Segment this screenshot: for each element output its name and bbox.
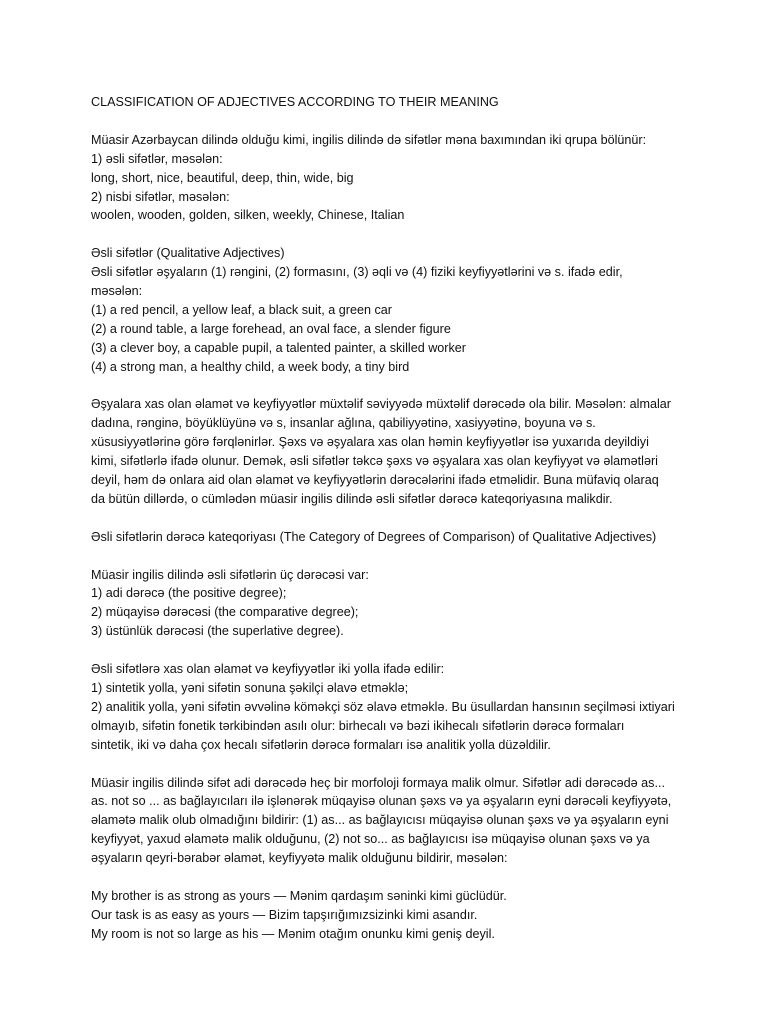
spacer bbox=[91, 377, 691, 396]
text-line: əlamətə malik olub olmadığını bildirir: (1) as... as bağlayıcısı müqayisə olunan şəxs və ya əşyaların eyni bbox=[91, 813, 669, 828]
spacer bbox=[91, 509, 691, 528]
text-line: sintetik, iki və daha çox hecalı sifətlərin dərəcə formaları isə analitik yolla düzəldilir. bbox=[91, 737, 551, 752]
qualitative-section bbox=[91, 244, 691, 376]
examples-block bbox=[91, 887, 691, 944]
list-item: 1) sintetik yolla, yəni sifətin sonuna şəkilçi əlavə etməklə; bbox=[91, 681, 409, 695]
category-heading: Əsli sifətlərin dərəcə kateqoriyası (The Category of Degrees of Comparison) of Qualitative Adjectives) bbox=[91, 529, 657, 544]
text-line: long, short, nice, beautiful, deep, thin, wide, big bbox=[91, 170, 354, 185]
spacer bbox=[91, 755, 691, 774]
example-sentence: Our task is as easy as yours — Bizim tapşırığımızsizinki kimi asandır. bbox=[91, 907, 478, 922]
list-item: 3) üstünlük dərəcəsi (the superlative degree). bbox=[91, 624, 344, 639]
asas-paragraph bbox=[91, 774, 691, 869]
text-line: Müasir ingilis dilində sifət adi dərəcədə heç bir morfoloji formaya malik olmur. Sifətlər adi dərəcədə as... bbox=[91, 775, 665, 790]
text-line: Əsli sifətlərə xas olan əlamət və keyfiyyətlər iki yolla ifadə edilir: bbox=[91, 662, 445, 677]
text-line: da bütün dillərdə, o cümlədən müasir ingilis dilində əsli sifətlər dərəcə kateqoriyasına malikdir. bbox=[91, 491, 613, 506]
spacer bbox=[91, 225, 691, 244]
text-line: 2) nisbi sifətlər, məsələn: bbox=[91, 189, 230, 204]
text-line: as. not so ... as bağlayıcıları ilə işlənərək müqayisə olunan şəxs və ya əşyaların eyni dərəcəli keyfiyyətə, bbox=[91, 794, 672, 809]
text-line: Müasir ingilis dilində əsli sifətlərin üç dərəcəsi var: bbox=[91, 567, 369, 582]
text-line: Müasir Azərbaycan dilində olduğu kimi, ingilis dilində də sifətlər məna baxımından iki qrupa bölünür: bbox=[91, 132, 647, 147]
list-item: 2) analitik yolla, yəni sifətin əvvəlinə köməkçi söz əlavə etməklə. Bu üsullardan hansının seçilməsi ixtiyari bbox=[91, 699, 675, 714]
ways-paragraph bbox=[91, 660, 691, 755]
text-line: məsələn: bbox=[91, 284, 143, 299]
spacer bbox=[91, 641, 691, 660]
example-sentence: My brother is as strong as yours — Mənim qardaşım səninki kimi güclüdür. bbox=[91, 888, 507, 903]
text-line: woolen, wooden, golden, silken, weekly, Chinese, Italian bbox=[91, 208, 405, 223]
example-line: (4) a strong man, a healthy child, a week body, a tiny bird bbox=[91, 359, 410, 374]
example-sentence: My room is not so large as his — Mənim otağım onunku kimi geniş deyil. bbox=[91, 926, 495, 941]
text-line: 1) əsli sifətlər, məsələn: bbox=[91, 151, 223, 166]
spacer bbox=[91, 112, 691, 131]
document-content bbox=[91, 93, 691, 944]
list-item: 2) müqayisə dərəcəsi (the comparative degree); bbox=[91, 605, 359, 620]
degree-paragraph bbox=[91, 395, 691, 508]
text-line: keyfiyyət, yaxud əlamətə malik olduğunu, (2) not so... as bağlayıcısı isə müqayisə olunan şəxs və ya bbox=[91, 832, 650, 847]
example-line: (2) a round table, a large forehead, an oval face, a slender figure bbox=[91, 321, 451, 336]
example-line: (3) a clever boy, a capable pupil, a talented painter, a skilled worker bbox=[91, 340, 466, 355]
text-line: deyil, həm də onlara aid olan əlamət və keyfiyyətlərin dərəcələrini ifadə etməlidir. Buna müfaviq olaraq bbox=[91, 473, 659, 488]
text-line: olmayıb, sifətin fonetik tərkibindən asılı olur: birhecalı və bəzi ikihecalı sifətlərin dərəcə formaları bbox=[91, 718, 625, 733]
intro-paragraph bbox=[91, 131, 691, 226]
text-line: əşyaların qeyri-bərabər əlamət, keyfiyyətə malik olduğunu bildirir, məsələn: bbox=[91, 851, 508, 866]
text-line: dadına, rənginə, böyüklüyünə və s, insanlar ağlına, qabiliyyətinə, xasiyyətinə, boyuna və s. bbox=[91, 416, 596, 431]
text-line: xüsusiyyətlərinə görə fərqlənirlər. Şəxs və əşyalara xas olan həmin keyfiyyətlər isə yuxarıda deyildiyi bbox=[91, 435, 649, 450]
text-line: Əsli sifətlər əşyaların (1) rəngini, (2) formasını, (3) əqli və (4) fiziki keyfiyyətlərini və s. ifadə edir, bbox=[91, 265, 623, 280]
list-item: 1) adi dərəcə (the positive degree); bbox=[91, 586, 287, 601]
spacer bbox=[91, 547, 691, 566]
spacer bbox=[91, 868, 691, 887]
text-line: kimi, sifətlərlə ifadə olunur. Demək, əsli sifətlər təkcə şəxs və əşyalara xas olan keyfiyyət və əlamətləri bbox=[91, 454, 658, 469]
example-line: (1) a red pencil, a yellow leaf, a black suit, a green car bbox=[91, 302, 393, 317]
document-title: CLASSIFICATION OF ADJECTIVES ACCORDING TO THEIR MEANING bbox=[91, 95, 499, 109]
section-heading: Əsli sifətlər (Qualitative Adjectives) bbox=[91, 246, 285, 261]
text-line: Əşyalara xas olan əlamət və keyfiyyətlər müxtəlif səviyyədə müxtəlif dərəcədə ola bilir. Məsələn: almalar bbox=[91, 397, 671, 412]
degrees-list bbox=[91, 566, 691, 642]
